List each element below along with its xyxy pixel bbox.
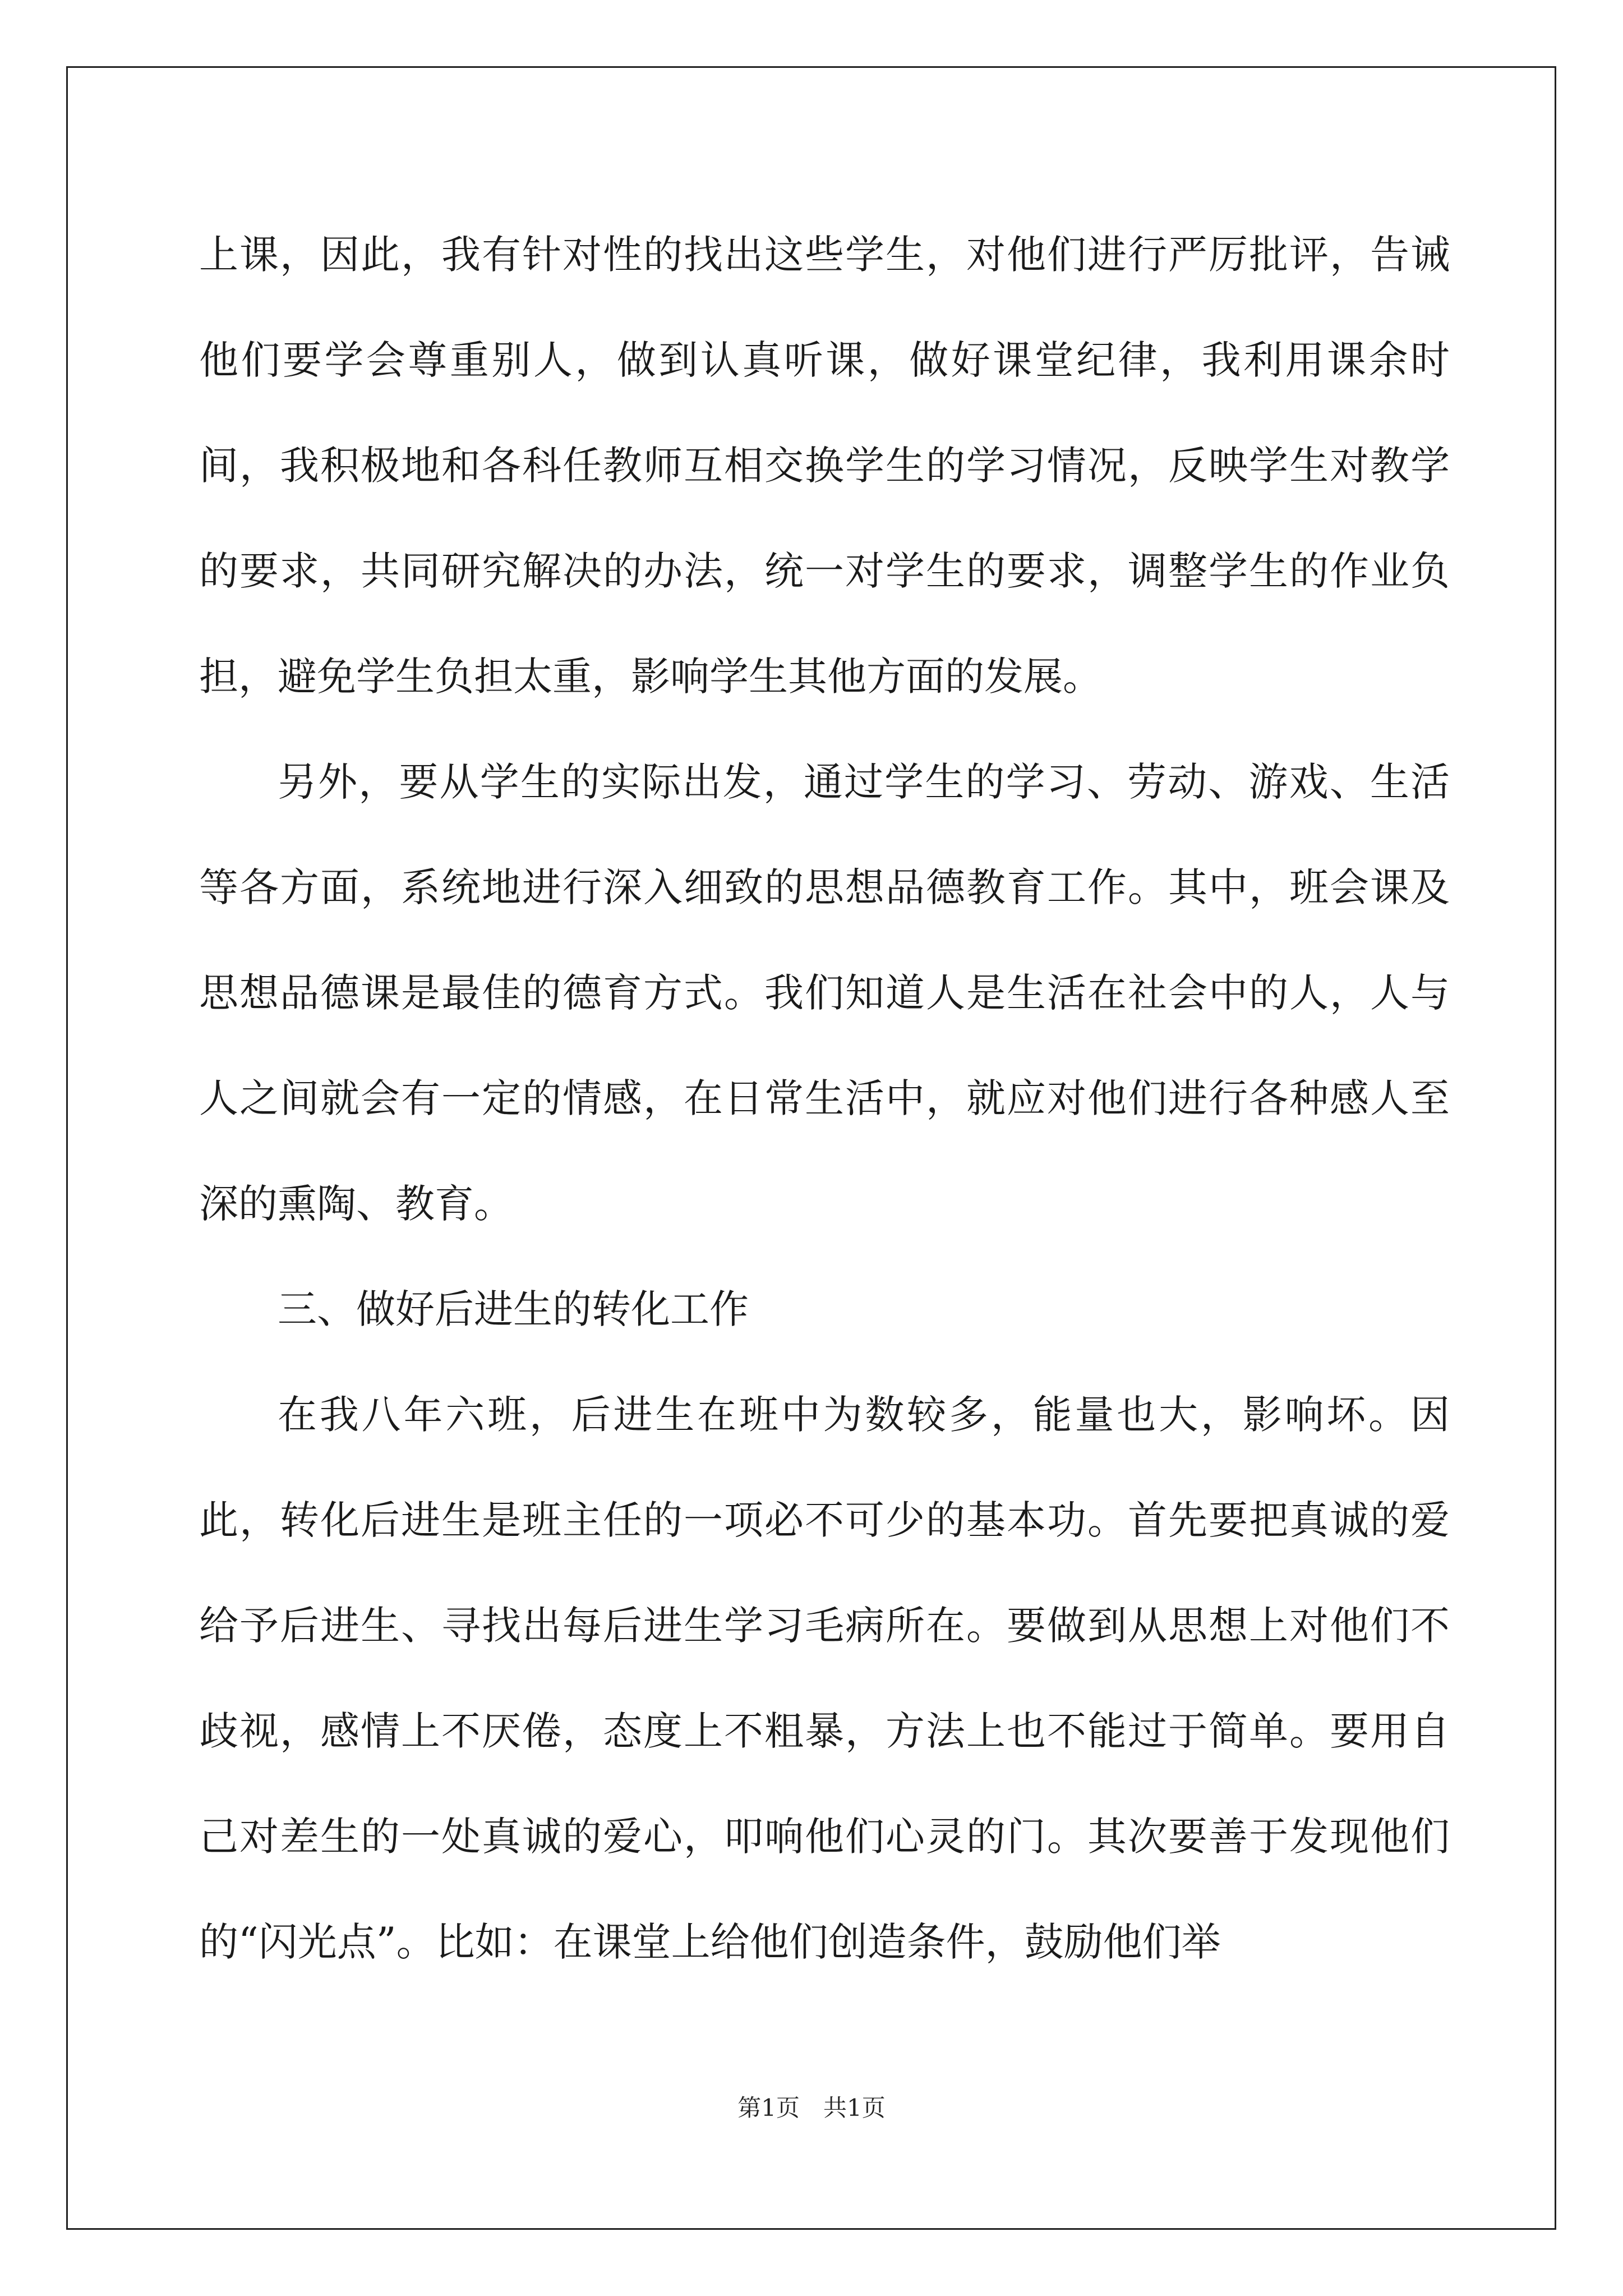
document-body bbox=[199, 202, 1450, 1995]
paragraph-1: 上课，因此，我有针对性的找出这些学生，对他们进行严厉批评，告诫他们要学会尊重别人，做到认真听课，做好课堂纪律，我利用课余时间，我积极地和各科任教师互相交换学生的学习情况，反映学生对教学的要求，共同研究解决的办法，统一对学生的要求，调整学生的作业负担，避免学生负担太重，影响学生其他方面的发展。 bbox=[199, 232, 1450, 700]
page-number-footer: 第1页 共1页 bbox=[737, 2094, 886, 2122]
paragraph-2: 另外，要从学生的实际出发，通过学生的学习、劳动、游戏、生活等各方面，系统地进行深入细致的思想品德教育工作。其中，班会课及思想品德课是最佳的德育方式。我们知道人是生活在社会中的人，人与人之间就会有一定的情感，在日常生活中，就应对他们进行各种感人至深的熏陶、教育。 bbox=[199, 759, 1450, 1227]
section-heading: 三、做好后进生的转化工作 bbox=[278, 1286, 749, 1332]
paragraph-3: 在我八年六班，后进生在班中为数较多，能量也大，影响坏。因此，转化后进生是班主任的一项必不可少的基本功。首先要把真诚的爱给予后进生、寻找出每后进生学习毛病所在。要做到从思想上对他们不歧视，感情上不厌倦，态度上不粗暴，方法上也不能过于简单。要用自己对差生的一处真诚的爱心，叩响他们心灵的门。其次要善于发现他们的“闪光点”。比如：在课堂上给他们创造条件，鼓励他们举 bbox=[199, 1392, 1450, 1965]
